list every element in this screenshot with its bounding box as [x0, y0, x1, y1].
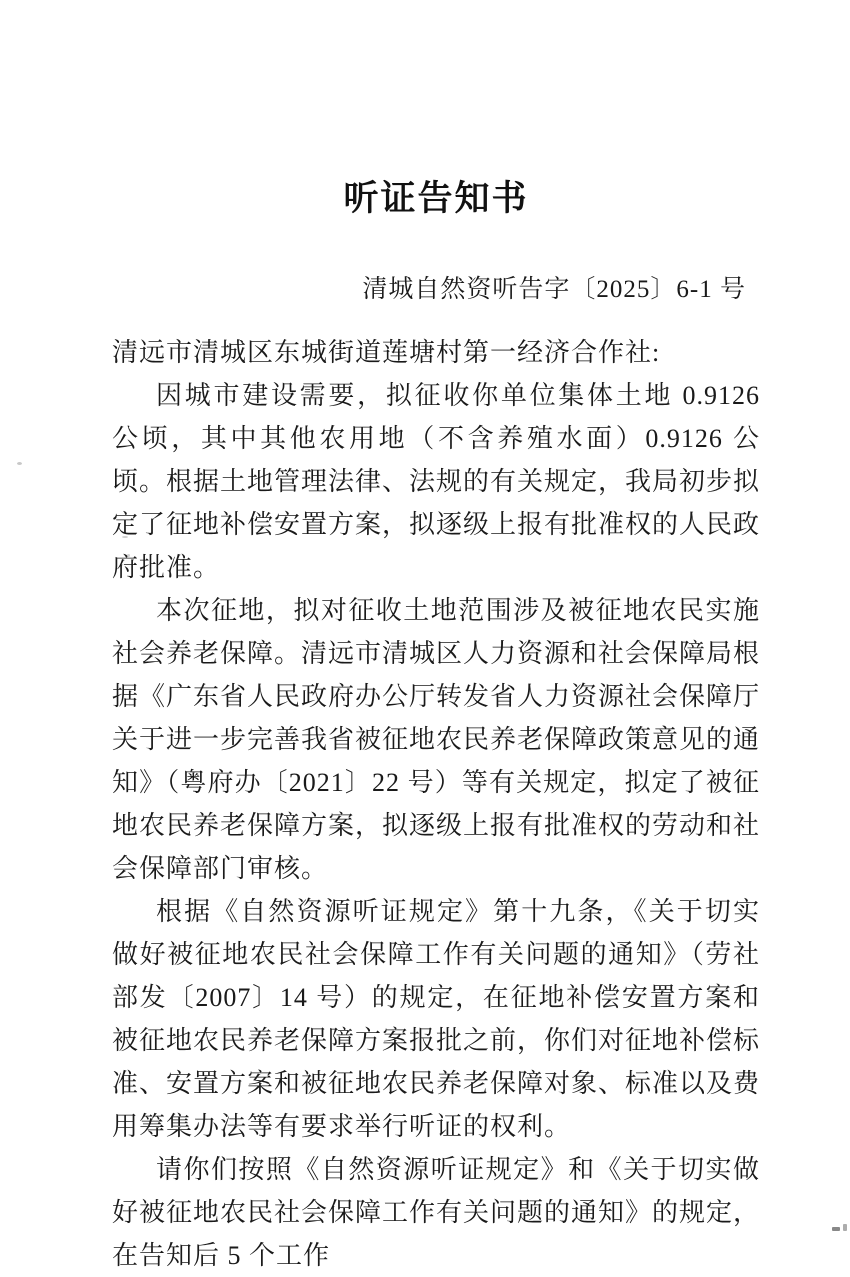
body-paragraph: 因城市建设需要，拟征收你单位集体土地 0.9126 公顷，其中其他农用地（不含养殖水面）0.9126 公顷。根据土地管理法律、法规的有关规定，我局初步拟定了征地补偿安置方案，拟逐级上报有批准权的人民政府批准。: [112, 381, 761, 582]
scan-artifact-dot: [127, 554, 130, 557]
body-paragraph: 根据《自然资源听证规定》第十九条，《关于切实做好被征地农民社会保障工作有关问题的通知》（劳社部发〔2007〕14 号）的规定，在征地补偿安置方案和被征地农民养老保障方案报批之前，你们对征地补偿标准、安置方案和被征地农民养老保障对象、标准以及费用筹集办法等有要求举行听证的权利。: [112, 897, 761, 1141]
document-reference-number: 清城自然资听告字〔2025〕6-1 号: [362, 276, 746, 303]
document-title: 听证告知书: [343, 179, 529, 218]
scan-artifact-dot: [843, 1224, 847, 1231]
document-body: [112, 178, 760, 1277]
scan-artifact-dot: [832, 1227, 840, 1231]
scan-artifact-dot: [17, 462, 22, 465]
document-paragraphs: [112, 374, 760, 1277]
scan-artifact-dot: [122, 536, 128, 538]
body-paragraph: 请你们按照《自然资源听证规定》和《关于切实做好被征地农民社会保障工作有关问题的通知》的规定，在告知后 5 个工作: [112, 1155, 761, 1270]
body-paragraph: 本次征地，拟对征收土地范围涉及被征地农民实施社会养老保障。清远市清城区人力资源和社会保障局根据《广东省人民政府办公厅转发省人力资源社会保障厅关于进一步完善我省被征地农民养老保障政策意见的通知》（粤府办〔2021〕22 号）等有关规定，拟定了被征地农民养老保障方案，拟逐级上报有批准权的劳动和社会保障部门审核。: [112, 596, 761, 883]
addressee-line: 清远市清城区东城街道莲塘村第一经济合作社:: [112, 338, 661, 367]
